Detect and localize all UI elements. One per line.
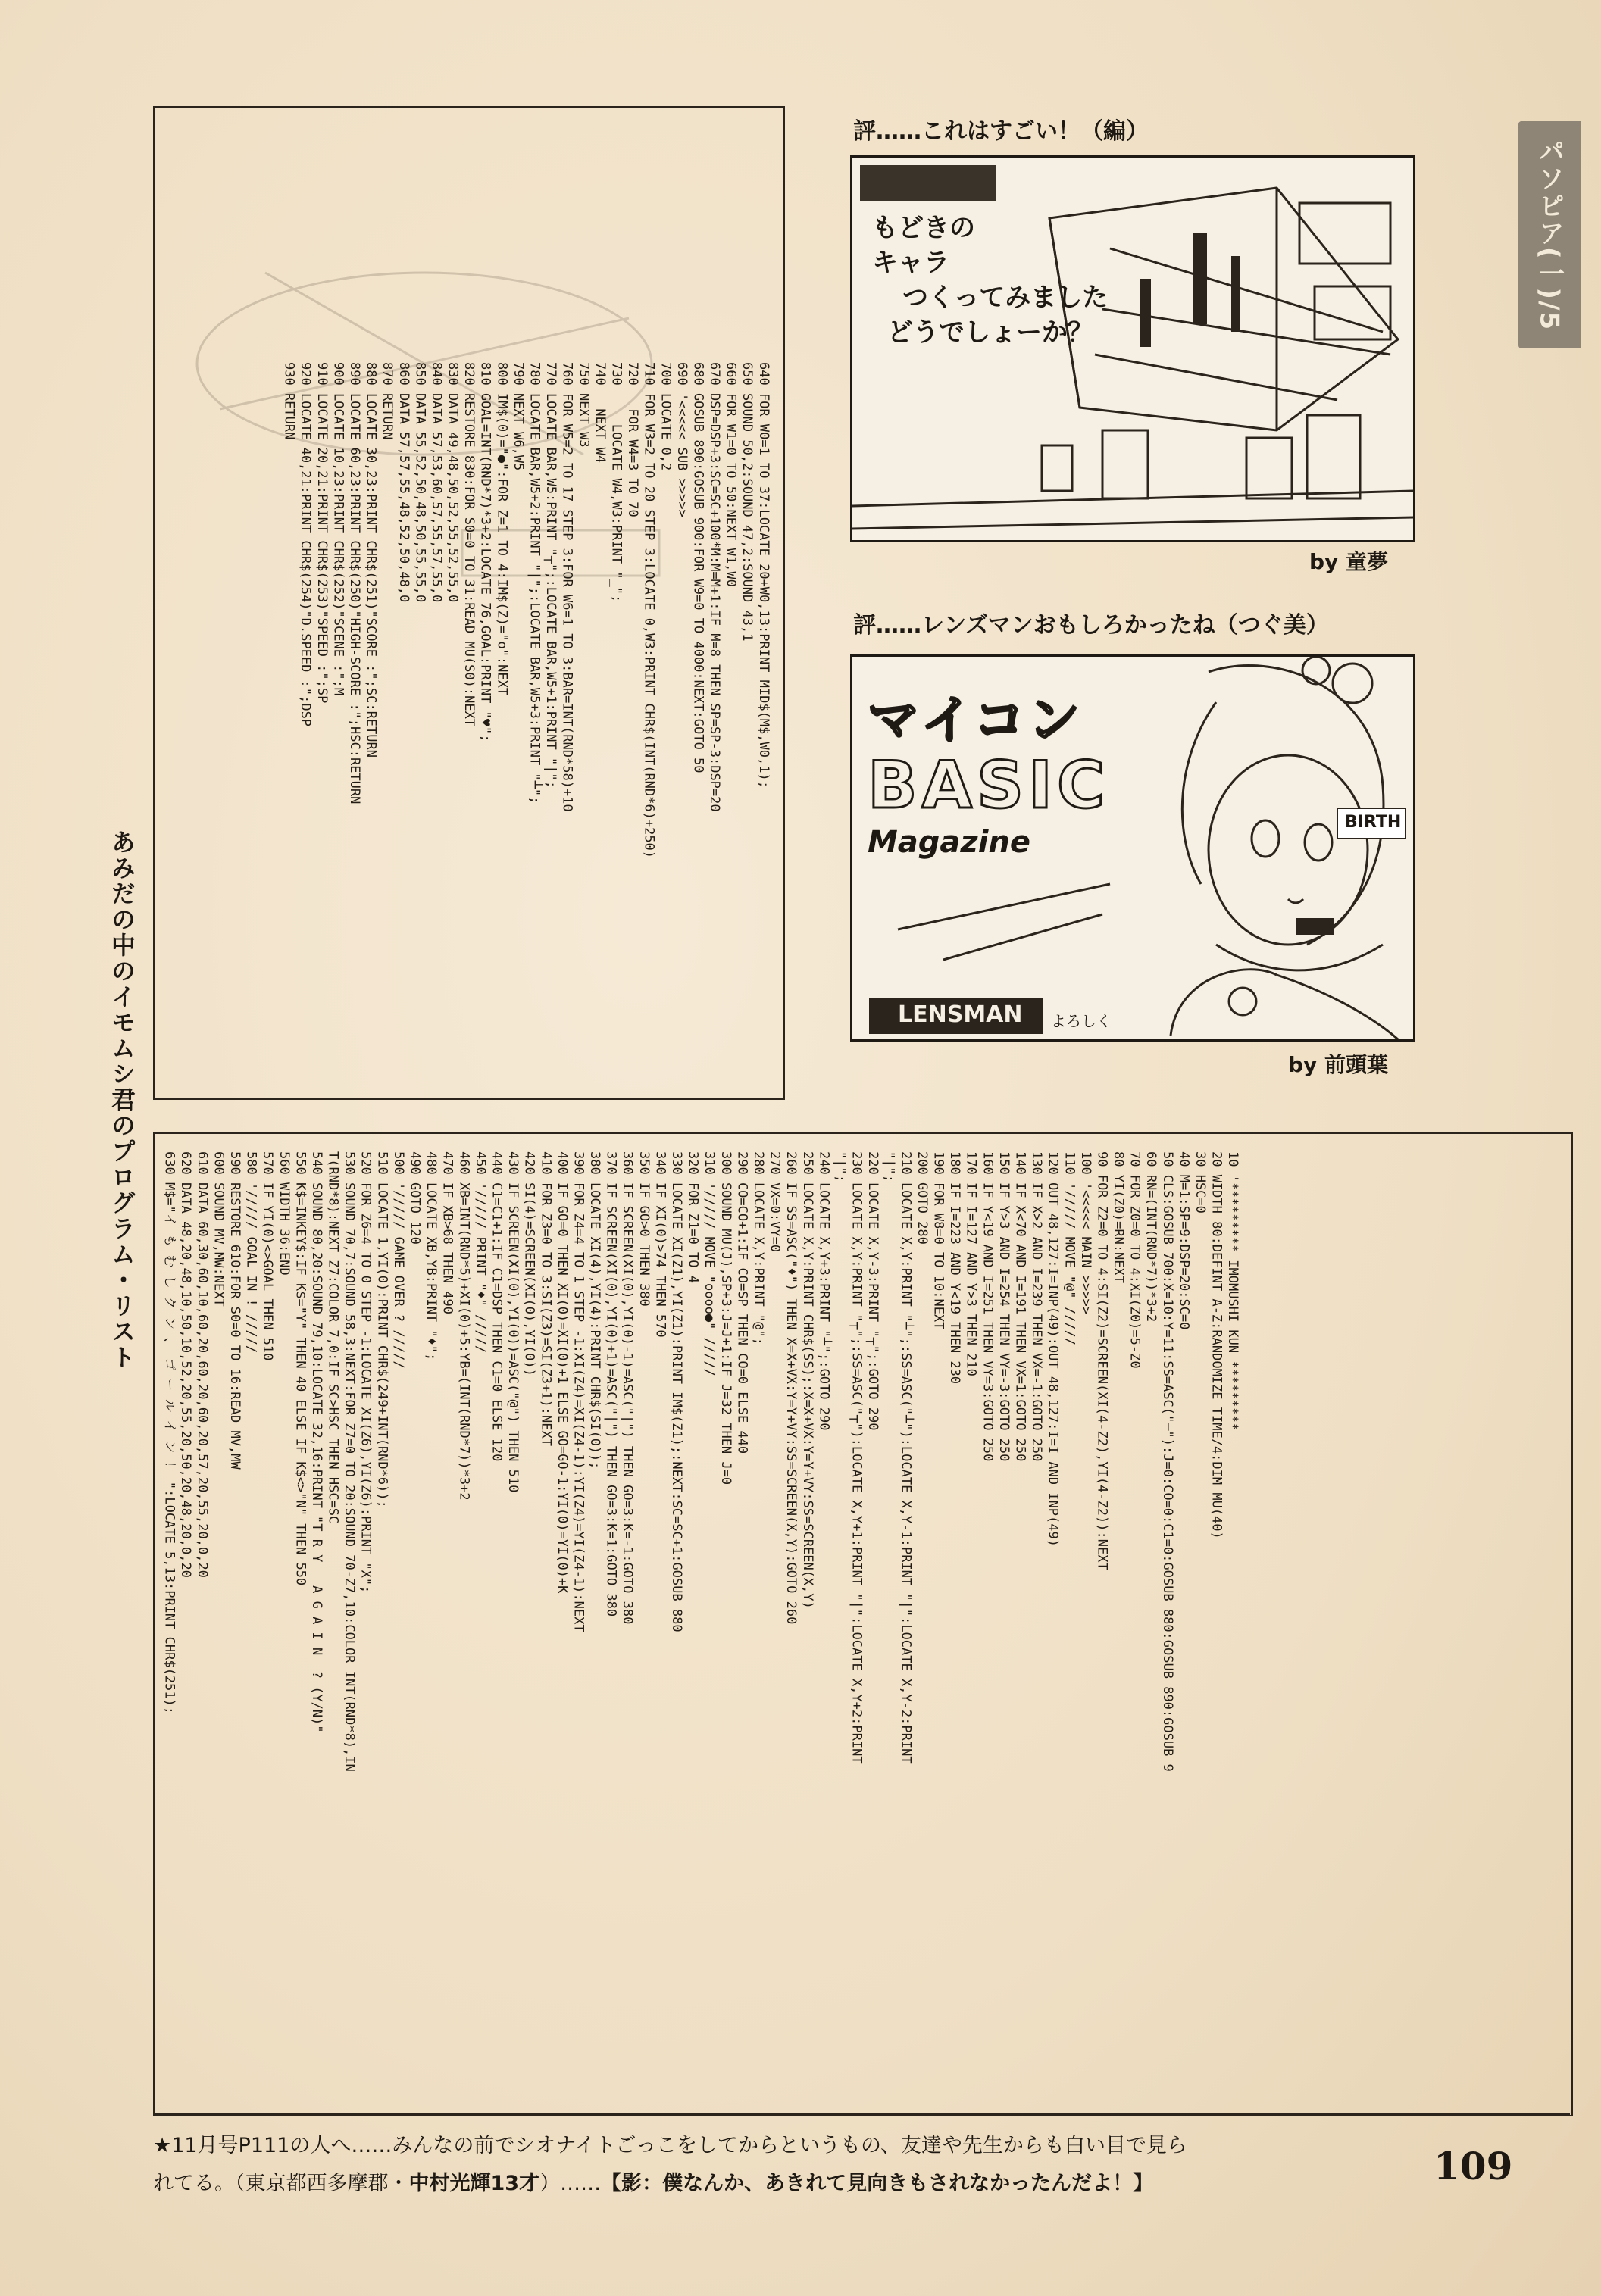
code-line: 560 WIDTH 36:END xyxy=(276,1151,292,1276)
code-line: 510 LOCATE 1,YI(0):PRINT CHR$(249+INT(RND*6)); xyxy=(374,1151,390,1508)
code-line: 130 IF X>2 AND I=239 THEN VX=-1:GOTO 250 xyxy=(1029,1151,1045,1462)
reader-illustration-girl xyxy=(850,654,1415,1042)
code-line: 410 FOR Z3=0 TO 3:SI(Z3)=SI(Z3+1):NEXT xyxy=(538,1151,554,1446)
review-heading-1: 評……これはすごい！（編） xyxy=(853,118,1149,145)
code-line: 810 GOAL=INT(RND*7)*3+2:LOCATE 76,GOAL:PRINT "♥"; xyxy=(477,362,493,742)
code-line: 70 FOR Z0=0 TO 4:XI(Z0)=5-Z0 xyxy=(1127,1151,1143,1369)
code-line: 330 LOCATE XI(Z1),YI(Z1):PRINT IM$(Z1);:NEXT:SC=SC+1:GOSUB 880 xyxy=(669,1151,684,1632)
code-line: 860 DATA 57,57,55,48,52,50,48,0 xyxy=(396,362,411,603)
code-line: 570 IF YI(0)<>GOAL THEN 510 xyxy=(260,1151,276,1361)
code-line: 160 IF Y<19 AND I=251 THEN VY=3:GOTO 250 xyxy=(980,1151,996,1462)
code-line: 40 M=1:SP=9:DSP=20:SC=0 xyxy=(1176,1151,1192,1330)
code-line: 220 LOCATE X,Y-3:PRINT "┬";:GOTO 290 xyxy=(865,1151,881,1431)
code-line: 520 FOR Z6=4 TO 0 STEP -1:LOCATE XI(Z6),YI(Z6):PRINT "X"; xyxy=(358,1151,374,1594)
magazine-logo-top: マイコン xyxy=(868,691,1083,751)
code-line: 310 '///// MOVE "oooo●" ///// xyxy=(702,1151,718,1376)
code-line: 170 IF I=127 AND Y>3 THEN 210 xyxy=(963,1151,979,1376)
code-line: 140 IF X<70 AND I=191 THEN VX=1:GOTO 250 xyxy=(1012,1151,1028,1462)
letter-sender: れてる。（東京都西多摩郡・ xyxy=(153,2172,409,2195)
code-line: 900 LOCATE 10,23:PRINT CHR$(252)"SCENE :";M xyxy=(330,362,346,696)
caption-line-2: キャラ xyxy=(872,248,949,278)
letter-sender-name: 中村光輝13才 xyxy=(408,2172,540,2195)
reader-illustration-mecha xyxy=(850,155,1415,542)
code-line: 740 NEXT W4 xyxy=(592,362,608,464)
code-line: 550 K$=INKEY$:IF K$="Y" THEN 40 ELSE IF K$<>"N" THEN 550 xyxy=(292,1151,308,1586)
code-line: 20 WIDTH 80:DEFINT A-Z:RANDOMIZE TIME/4:DIM MU(40) xyxy=(1209,1151,1224,1539)
code-line: 150 IF Y>3 AND I=254 THEN VY=-3:GOTO 250 xyxy=(996,1151,1012,1462)
code-line: 240 LOCATE X,Y+3:PRINT "┴";:GOTO 290 xyxy=(816,1151,832,1431)
code-line: 490 GOTO 120 xyxy=(407,1151,423,1245)
code-line: 360 IF SCREEN(XI(0),YI(0)-1)=ASC("|") THEN GO=3:K=-1:GOTO 380 xyxy=(620,1151,636,1625)
code-line: "|"; xyxy=(881,1151,897,1182)
reader-letter xyxy=(153,2127,1335,2203)
code-line: 620 DATA 48,20,48,10,50,10,52,20,55,20,50,20,48,20,0,20 xyxy=(178,1151,194,1578)
caption-line-1: もどきの xyxy=(872,213,975,243)
letter-separator: ）…… xyxy=(539,2172,602,2195)
code-line: 260 IF SS=ASC("♦") THEN X=X+VX:Y=Y+VY:SS=SCREEN(X,Y):GOTO 260 xyxy=(783,1151,799,1625)
code-line: 450 '///// PRINT "♦" ///// xyxy=(472,1151,488,1354)
review-credit-2: by 前頭葉 xyxy=(1288,1052,1389,1077)
code-line: 530 SOUND 70,7:SOUND 58,3:NEXT:FOR Z7=0 TO 20:SOUND 70-Z7,10:COLOR INT(RND*8),IN xyxy=(342,1151,358,1772)
code-line: 650 SOUND 50,2:SOUND 47,2:SOUND 43,1 xyxy=(740,362,755,642)
code-line: 730 LOCATE W4,W3:PRINT "_"; xyxy=(608,362,624,603)
code-line: 270 VX=0:VY=0 xyxy=(767,1151,783,1253)
code-line: 200 GOTO 280 xyxy=(914,1151,930,1245)
code-line: 180 IF I=223 AND Y<19 THEN 230 xyxy=(947,1151,963,1385)
reader-letter-line-1: ★11月号P111の人へ……みんなの前でシオナイトごっこをしてからというもの、友達や先生からも白い目で見ら xyxy=(153,2134,1187,2157)
code-line: 190 FOR W8=0 TO 10:NEXT xyxy=(930,1151,946,1330)
editor-reply: 【影：僕なんか、あきれて見向きもされなかったんだよ！】 xyxy=(601,2172,1154,2195)
code-line: 400 IF GO=0 THEN XI(0)=XI(0)+1 ELSE GO=GO-1:YI(0)=YI(0)+K xyxy=(554,1151,570,1594)
code-line: 120 OUT 48,127:I=INP(49):OUT 48,127:I=I AND INP(49) xyxy=(1045,1151,1061,1547)
code-line: 540 SOUND 80,20:SOUND 79,10:LOCATE 32,16:PRINT "T R Y A G A I N ? (Y/N)" xyxy=(308,1151,324,1733)
code-line: 420 SI(4)=SCREEN(XI(0),YI(0)) xyxy=(521,1151,537,1376)
code-line: 440 C1=C1+1:IF C1=DSP THEN C1=0 ELSE 120 xyxy=(489,1151,505,1462)
code-line: 80 YI(Z0)=RN:NEXT xyxy=(1111,1151,1127,1283)
code-line: 250 LOCATE X,Y:PRINT CHR$(SS);:X=X+VX:Y=Y+VY:SS=SCREEN(X,Y) xyxy=(799,1151,815,1609)
code-line: 700 LOCATE 0,2 xyxy=(658,362,674,471)
code-line: 380 LOCATE XI(4),YI(4):PRINT CHR$(SI(0)); xyxy=(587,1151,603,1470)
code-line: 370 IF SCREEN(XI(0),YI(0)+1)=ASC("|") THEN GO=3:K=1:GOTO 380 xyxy=(603,1151,619,1617)
code-line: 660 FOR W1=0 TO 50:NEXT W1,W0 xyxy=(723,362,739,587)
caption-line-4: どうでしょーか？ xyxy=(887,317,1093,348)
code-line: 840 DATA 57,53,60,57,55,57,55,0 xyxy=(428,362,444,603)
code-line: 50 CLS:GOSUB 700:X=10:Y=11:SS=ASC("─"):J=0:CO=0:C1=0:GOSUB 880:GOSUB 890:GOSUB 9 xyxy=(1159,1151,1175,1772)
code-line: "|"; xyxy=(832,1151,848,1182)
code-line: 790 NEXT W6,W5 xyxy=(510,362,526,471)
code-line: 480 LOCATE XB,YB:PRINT "♦"; xyxy=(424,1151,439,1361)
reader-letter-line-2 xyxy=(153,2165,1335,2203)
caption-line-3: つくってみました xyxy=(902,283,1109,313)
code-line: 920 LOCATE 40,21:PRINT CHR$(254)"D.SPEED :";DSP xyxy=(298,362,314,727)
code-line: 870 RETURN xyxy=(380,362,396,440)
code-line: 890 LOCATE 60,23:PRINT CHR$(250)"HIGH-SCORE :";HSC:RETURN xyxy=(346,362,362,804)
code-line: 630 M$="イ も む し ク ン 、 ゴ ー ル イ ン ！ ":LOCATE 5,13:PRINT CHR$(251); xyxy=(161,1151,177,1714)
review-heading-2: 評……レンズマンおもしろかったね（つぐ美） xyxy=(853,612,1329,639)
code-line: 210 LOCATE X,Y:PRINT "┴";:SS=ASC("┴"):LOCATE X,Y-1:PRINT "|":LOCATE X,Y-2:PRINT xyxy=(898,1151,914,1764)
code-line: 430 IF SCREEN(XI(0),YI(0))=ASC("@") THEN 510 xyxy=(505,1151,521,1493)
code-line: T(RND*8):NEXT Z7:COLOR 7,0:IF SC>HSC THEN HSC=SC xyxy=(325,1151,341,1524)
code-line: 100 '<<<<< MAIN >>>>> xyxy=(1077,1151,1093,1314)
footer-divider xyxy=(153,2113,1570,2115)
code-line: 910 LOCATE 20,21:PRINT CHR$(253)"SPEED :";SP xyxy=(314,362,330,704)
code-line: 110 '///// MOVE "@" ///// xyxy=(1062,1151,1077,1345)
code-line: 750 NEXT W3 xyxy=(576,362,592,448)
magazine-logo-sub: Magazine xyxy=(868,825,1031,860)
code-line: 500 '///// GAME OVER ? ///// xyxy=(390,1151,406,1369)
code-line: 930 RETURN xyxy=(281,362,297,440)
code-line: 350 IF GO>0 THEN 380 xyxy=(636,1151,652,1307)
code-line: 340 IF XI(0)>74 THEN 570 xyxy=(652,1151,668,1338)
code-line: 770 LOCATE BAR,W5:PRINT "┬";:LOCATE BAR,W5+1:PRINT "|"; xyxy=(543,362,559,789)
program-listing-part2 xyxy=(280,362,771,1074)
code-line: 880 LOCATE 30,23:PRINT CHR$(251)"SCORE :";SC:RETURN xyxy=(363,362,379,758)
code-line: 90 FOR Z2=0 TO 4:SI(Z2)=SCREEN(XI(4-Z2),YI(4-Z2)):NEXT xyxy=(1094,1151,1110,1570)
code-line: 600 SOUND MV,MW:NEXT xyxy=(211,1151,227,1307)
code-line: 670 DSP=DSP+3:SC=SC+100*M:M=M+1:IF M=8 THEN SP=SP-3:DSP=20 xyxy=(707,362,723,812)
code-line: 470 IF XB>68 THEN 490 xyxy=(439,1151,455,1314)
code-line: 230 LOCATE X,Y:PRINT "┬";:SS=ASC("┬"):LOCATE X,Y+1:PRINT "|":LOCATE X,Y+2:PRINT xyxy=(849,1151,865,1764)
code-line: 580 '///// GOAL IN ! ///// xyxy=(243,1151,259,1354)
code-line: 590 RESTORE 610:FOR S0=0 TO 16:READ MV,MW xyxy=(227,1151,242,1470)
code-line: 760 FOR W5=2 TO 17 STEP 3:FOR W6=1 TO 3:BAR=INT(RND*58)+10 xyxy=(559,362,575,812)
code-line: 320 FOR Z1=0 TO 4 xyxy=(685,1151,701,1283)
code-line: 720 FOR W4=3 TO 70 xyxy=(625,362,641,517)
code-line: 690 '<<<<< SUB >>>>> xyxy=(674,362,689,517)
code-line: 820 RESTORE 830:FOR S0=0 TO 31:READ MU(S0):NEXT xyxy=(461,362,477,727)
code-line: 290 CO=CO+1:IF CO=SP THEN CO=0 ELSE 440 xyxy=(734,1151,750,1454)
section-tab: パソピア(一)/5 xyxy=(1518,121,1581,348)
code-line: 30 HSC=0 xyxy=(1193,1151,1208,1214)
program-listing-part1 xyxy=(161,1151,1240,2098)
code-line: 610 DATA 60,30,60,10,60,20,60,20,60,20,57,20,55,20,0,20 xyxy=(194,1151,210,1578)
code-line: 10 '********* IMOMUSHI KUN ********* xyxy=(1225,1151,1241,1431)
code-line: 710 FOR W3=2 TO 20 STEP 3:LOCATE 0,W3:PRINT CHR$(INT(RND*6)+250) xyxy=(641,362,657,859)
code-line: 390 FOR Z4=4 TO 1 STEP -1:XI(Z4)=XI(Z4-1):YI(Z4)=YI(Z4-1):NEXT xyxy=(571,1151,586,1632)
magazine-logo-main: BASIC xyxy=(868,748,1110,823)
review-credit-1: by 童夢 xyxy=(1309,549,1389,574)
code-line: 830 DATA 49,48,50,52,55,52,55,0 xyxy=(445,362,461,603)
birth-tag: BIRTH xyxy=(1345,813,1402,832)
code-line: 780 LOCATE BAR,W5+2:PRINT "|";:LOCATE BAR,W5+3:PRINT "┴"; xyxy=(527,362,543,804)
listing-title: あみだの中のイモムシ君のプログラム・リスト xyxy=(108,829,136,1370)
code-line: 680 GOSUB 890:GOSUB 900:FOR W9=0 TO 4000:NEXT:GOTO 50 xyxy=(690,362,706,773)
code-line: 640 FOR W0=1 TO 37:LOCATE 20+W0,13:PRINT MID$(M$,W0,1); xyxy=(755,362,771,789)
code-line: 850 DATA 55,52,50,48,50,55,55,0 xyxy=(412,362,428,603)
code-line: 280 LOCATE X,Y:PRINT "@"; xyxy=(750,1151,766,1345)
illustration-note: よろしく xyxy=(1051,1012,1112,1030)
code-line: 300 SOUND MU(J),SP+3:J=J+1:IF J=32 THEN J=0 xyxy=(718,1151,733,1485)
code-line: 60 RN=(INT(RND*7))*3+2 xyxy=(1143,1151,1159,1323)
code-line: 800 IM$(0)="●":FOR Z=1 TO 4:IM$(Z)="o":NEXT xyxy=(494,362,510,696)
mecha-caption xyxy=(872,211,1108,350)
code-line: 460 XB=INT(RND*5)+XI(0)+5:YB=(INT(RND*7))*3+2 xyxy=(456,1151,472,1501)
page-number: 109 xyxy=(1434,2144,1513,2188)
game-logo: LENSMAN xyxy=(898,1001,1023,1028)
